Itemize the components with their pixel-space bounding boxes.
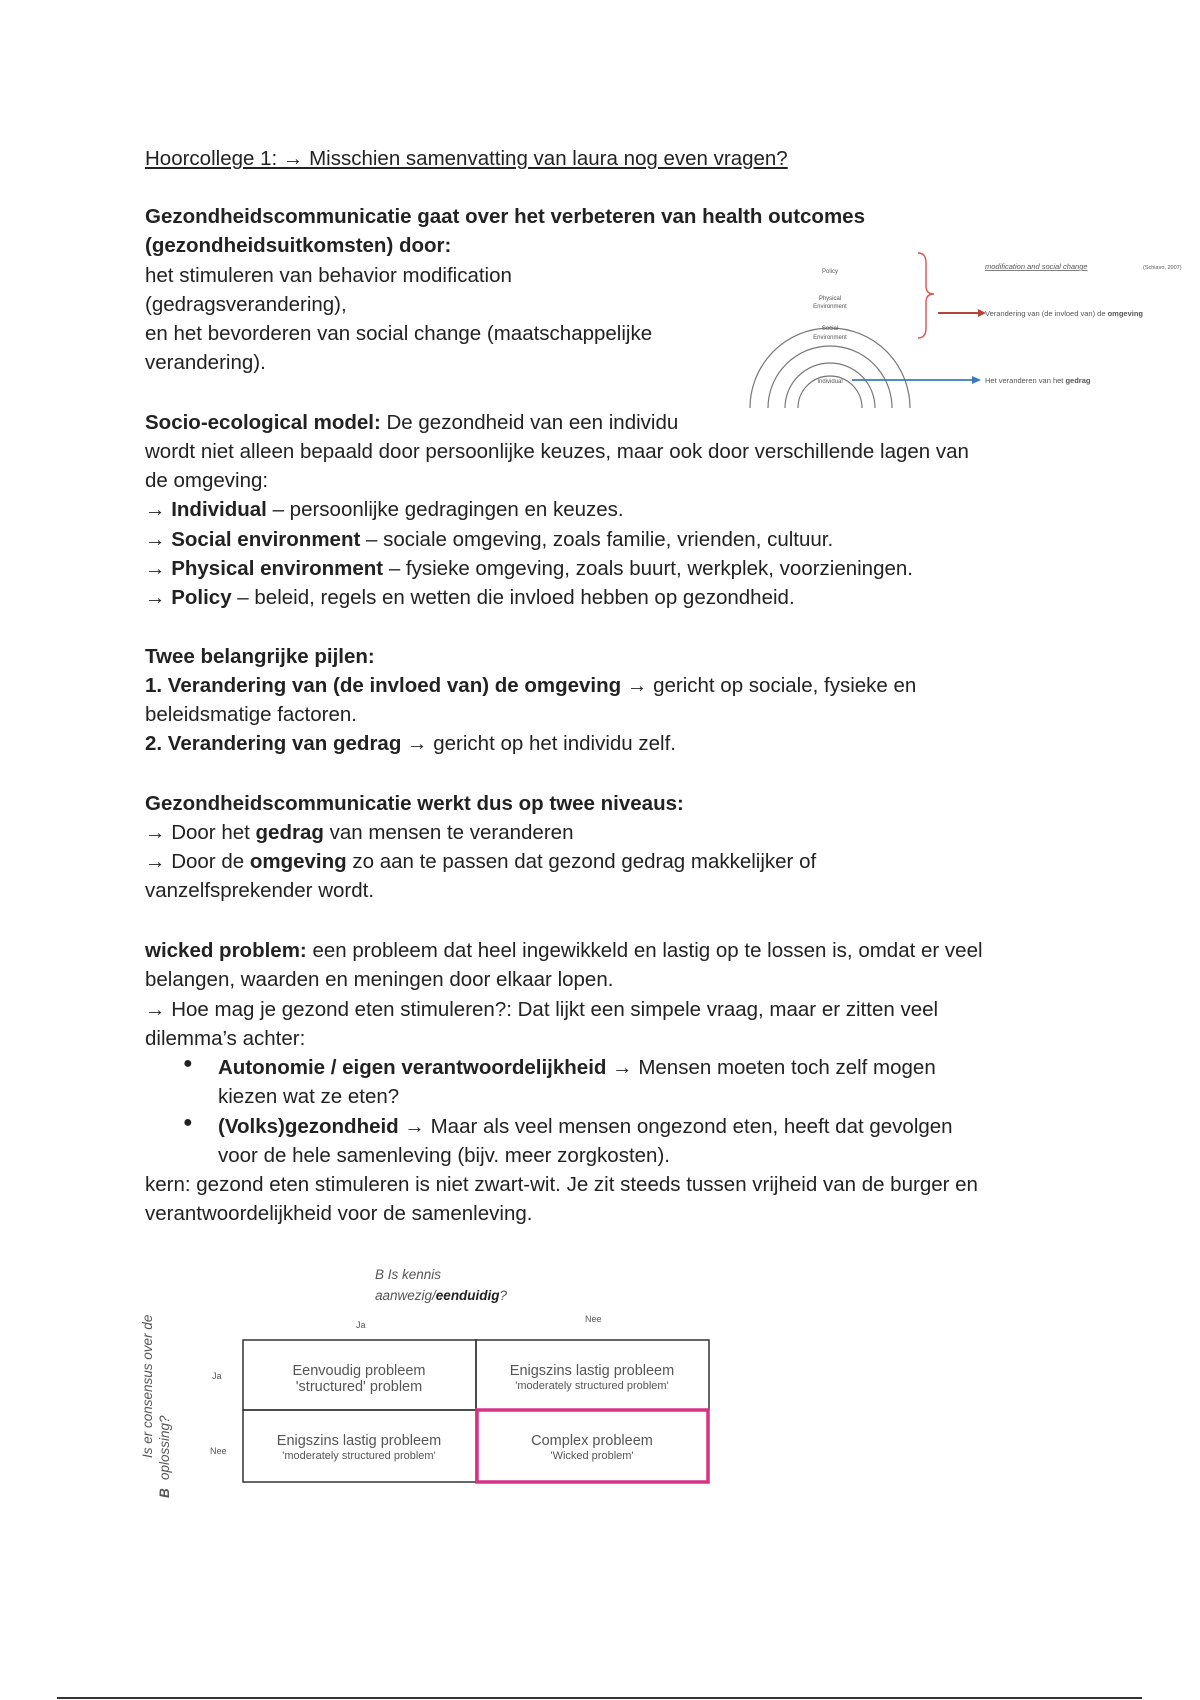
blue-arrowhead: [972, 376, 981, 384]
intro-heading: Gezondheidscommunicatie gaat over het verbeteren van health outcomes: [145, 205, 865, 228]
kern-line: verantwoordelijkheid voor de samenleving.: [145, 1202, 533, 1225]
cell-text: 'moderately structured problem': [282, 1450, 436, 1462]
arrows-heading: Twee belangrijke pijlen:: [145, 645, 375, 668]
wicked-line: → Hoe mag je gezond eten stimuleren?: Dat lijkt een simpele vraag, maar er zitten veel: [145, 998, 939, 1021]
footer-divider: [57, 1697, 1142, 1699]
socio-ecological-diagram: [740, 248, 1195, 413]
sem-line: wordt niet alleen bepaald door persoonlijke keuzes, maar ook door verschillende lagen van: [145, 440, 969, 463]
matrix-top-question: aanwezig/eenduidig?: [375, 1288, 508, 1303]
cell-text: Enigszins lastig probleem: [276, 1433, 442, 1449]
svg-text:Is er consensus over de: Is er consensus over de: [140, 1314, 155, 1458]
wicked-line: belangen, waarden en meningen door elkaar lopen.: [145, 968, 614, 991]
ring-label-policy: Policy: [821, 269, 839, 275]
intro-line: (gedragsverandering),: [145, 293, 347, 316]
blue-arrow-label: Het veranderen van het gedrag: [985, 376, 1091, 385]
ring-physical: [768, 346, 892, 408]
wicked-bullet-cont: kiezen wat ze eten?: [218, 1085, 400, 1108]
red-arrow-label: Verandering van (de invloed van) de omgeving: [985, 309, 1144, 318]
sem-item: → Social environment – sociale omgeving, zoals familie, vrienden, cultuur.: [145, 528, 834, 551]
bullet-icon: ●: [183, 1055, 193, 1072]
matrix-row-nee: Nee: [210, 1446, 227, 1456]
problem-matrix: [140, 1258, 720, 1518]
intro-line: verandering).: [145, 351, 266, 374]
levels-item-cont: vanzelfsprekender wordt.: [145, 879, 375, 902]
sem-intro: Socio-ecological model: De gezondheid van een individu: [145, 411, 679, 434]
intro-line: het stimuleren van behavior modification: [145, 264, 512, 287]
intro-line: en het bevorderen van social change (maatschappelijke: [145, 322, 653, 345]
matrix-col-ja: Ja: [356, 1320, 366, 1330]
ring-label-social: Environment: [813, 335, 847, 341]
diagram-citation: (Schiavo, 2007): [1143, 265, 1182, 271]
diagram-top-label: modification and social change: [985, 262, 1088, 271]
cell-text: Complex probleem: [531, 1433, 653, 1449]
page-title: Hoorcollege 1: → Misschien samenvatting van laura nog even vragen?: [145, 147, 788, 170]
arrows-item-2: 2. Verandering van gedrag → gericht op het individu zelf.: [145, 732, 676, 755]
sem-item: → Physical environment – fysieke omgeving, zoals buurt, werkplek, voorzieningen.: [145, 557, 913, 580]
cell-text: 'structured' problem: [295, 1379, 423, 1395]
cell-text: 'Wicked problem': [550, 1450, 634, 1462]
matrix-row-ja: Ja: [212, 1371, 222, 1381]
ring-label-social: Social: [821, 326, 839, 332]
levels-item: → Door het gedrag van mensen te veranderen: [145, 821, 574, 844]
ring-label-physical: Environment: [813, 304, 847, 310]
matrix-top-question: B Is kennis: [375, 1267, 442, 1282]
wicked-line: dilemma’s achter:: [145, 1027, 306, 1050]
wicked-intro: wicked problem: een probleem dat heel ingewikkeld en lastig op te lossen is, omdat er veel: [145, 939, 983, 962]
arrows-item-1-cont: beleidsmatige factoren.: [145, 703, 357, 726]
sem-item: → Individual – persoonlijke gedragingen en keuzes.: [145, 498, 624, 521]
matrix-side-question: [140, 1315, 172, 1498]
arrows-item-1: 1. Verandering van (de invloed van) de omgeving → gericht op sociale, fysieke en: [145, 674, 917, 697]
levels-item: → Door de omgeving zo aan te passen dat gezond gedrag makkelijker of: [145, 850, 817, 873]
cell-text: Enigszins lastig probleem: [509, 1363, 675, 1379]
cell-text: Eenvoudig probleem: [292, 1363, 426, 1379]
svg-text:B: B: [157, 1488, 172, 1498]
wicked-bullet: (Volks)gezondheid → Maar als veel mensen ongezond eten, heeft dat gevolgen: [218, 1115, 953, 1138]
bullet-icon: ●: [183, 1114, 193, 1131]
ring-label-physical: Physical: [818, 296, 842, 302]
sem-line: de omgeving:: [145, 469, 269, 492]
ring-label-individual: Individual: [817, 379, 843, 385]
intro-heading-cont: (gezondheidsuitkomsten) door:: [145, 234, 452, 257]
wicked-bullet-cont: voor de hele samenleving (bijv. meer zorgkosten).: [218, 1144, 670, 1167]
cell-text: 'moderately structured problem': [515, 1380, 669, 1392]
brace: [918, 253, 934, 338]
levels-heading: Gezondheidscommunicatie werkt dus op twee niveaus:: [145, 792, 684, 815]
wicked-bullet: Autonomie / eigen verantwoordelijkheid → Mensen moeten toch zelf mogen: [218, 1056, 936, 1079]
kern-line: kern: gezond eten stimuleren is niet zwart-wit. Je zit steeds tussen vrijheid van de burger en: [145, 1173, 978, 1196]
sem-item: → Policy – beleid, regels en wetten die invloed hebben op gezondheid.: [145, 586, 795, 609]
matrix-col-nee: Nee: [585, 1314, 602, 1324]
svg-text:oplossing?: oplossing?: [157, 1415, 172, 1480]
